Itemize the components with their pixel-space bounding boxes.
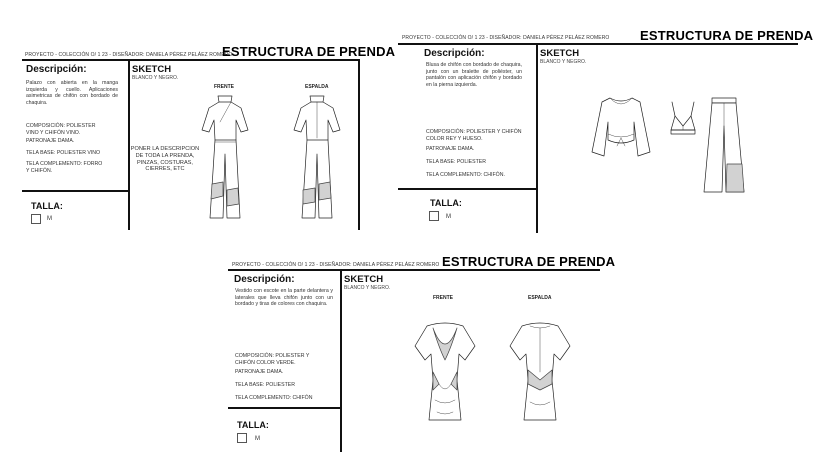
column-divider	[536, 43, 538, 233]
sketch-subtitle: BLANCO Y NEGRO.	[132, 75, 179, 81]
sheet-title: ESTRUCTURA DE PRENDA	[222, 44, 396, 59]
header-divider	[398, 43, 798, 45]
size-checkbox[interactable]	[237, 433, 247, 443]
dress-back-sketch	[508, 320, 572, 424]
garment-sheet-jumpsuit	[22, 40, 396, 230]
garment-sheet-blouse-set	[398, 28, 814, 233]
description-text: Blusa de chifón con bordado de chaquira, junto con un bralette de poliéster, un pantalón con aplicación chifón y bordado en la pierna izquierda.	[426, 62, 522, 88]
composition-text: COMPOSICIÓN: POLIESTER VINO Y CHIFÓN VINO.	[26, 123, 96, 136]
column-divider	[128, 59, 130, 230]
talla-divider	[228, 407, 341, 409]
complement-fabric-text: TELA COMPLEMENTO: FORRO Y CHIFÓN.	[26, 161, 103, 174]
jumpsuit-back-sketch	[292, 92, 342, 222]
size-checkbox[interactable]	[31, 214, 41, 224]
front-view-label: FRENTE	[214, 84, 234, 90]
description-heading: Descripción:	[26, 64, 87, 75]
base-fabric-text: TELA BASE: POLIESTER	[426, 159, 486, 165]
talla-divider	[398, 188, 537, 190]
sheet-title: ESTRUCTURA DE PRENDA	[640, 28, 814, 43]
pattern-text: PATRONAJE DAMA.	[26, 138, 75, 144]
project-line: PROYECTO - COLECCIÓN O/ 1 23 - DISEÑADOR: DANIELA PÉREZ PELÁEZ ROMERO	[232, 262, 440, 268]
size-heading: TALLA:	[237, 420, 269, 430]
project-line: PROYECTO - COLECCIÓN O/ 1 23 - DISEÑADOR: DANIELA PÉREZ PELÁEZ ROMERO	[402, 35, 610, 41]
right-border	[358, 59, 360, 230]
dress-front-sketch	[413, 320, 477, 424]
complement-fabric-text: TELA COMPLEMENTO: CHIFÓN	[235, 395, 313, 401]
description-heading: Descripción:	[234, 274, 295, 285]
front-view-label: FRENTE	[433, 295, 453, 301]
construction-note: PONER LA DESCRIPCION DE TODA LA PRENDA, PINZAS, COSTURAS, CIERRES, ETC	[130, 146, 200, 173]
description-text: Palazo con abierta en la manga izquierda y cuello. Aplicaciones asimetricas de chifón con bordado de chaquira.	[26, 80, 118, 106]
size-option-label: M	[446, 214, 451, 220]
complement-fabric-text: TELA COMPLEMENTO: CHIFÓN.	[426, 172, 505, 178]
sheet-title: ESTRUCTURA DE PRENDA	[442, 254, 616, 269]
description-heading: Descripción:	[424, 48, 485, 59]
blouse-sketch	[590, 96, 652, 166]
size-heading: TALLA:	[31, 201, 63, 211]
composition-text: COMPOSICIÓN: POLIESTER Y CHIFÓN COLOR VERDE.	[235, 353, 310, 366]
description-text: Vestido con escote en la parte delantera y laterales que lleva chifón junto con un bordado y tiras de colores con chaquira.	[235, 288, 333, 308]
size-option-label: M	[47, 216, 52, 222]
back-view-label: ESPALDA	[528, 295, 552, 301]
jumpsuit-front-sketch	[200, 92, 250, 222]
project-line: PROYECTO - COLECCIÓN O/ 1 23 - DISEÑADOR: DANIELA PÉREZ PELÁEZ ROMERO	[25, 52, 233, 58]
base-fabric-text: TELA BASE: POLIESTER	[235, 382, 295, 388]
garment-sheet-dress	[228, 252, 616, 452]
pattern-text: PATRONAJE DAMA.	[235, 369, 284, 375]
sketch-subtitle: BLANCO Y NEGRO.	[344, 285, 391, 291]
header-divider	[22, 59, 360, 61]
column-divider	[340, 269, 342, 452]
back-view-label: ESPALDA	[305, 84, 329, 90]
bralette-sketch	[666, 100, 700, 142]
base-fabric-text: TELA BASE: POLIESTER VINO	[26, 150, 101, 156]
talla-divider	[22, 190, 129, 192]
sketch-heading: SKETCH	[344, 274, 384, 285]
pattern-text: PATRONAJE DAMA.	[426, 146, 475, 152]
header-divider	[228, 269, 600, 271]
sketch-heading: SKETCH	[540, 48, 580, 59]
composition-text: COMPOSICIÓN: POLIESTER Y CHIFÓN COLOR REY Y HUESO.	[426, 129, 522, 142]
size-option-label: M	[255, 436, 260, 442]
trousers-sketch	[702, 96, 748, 198]
sketch-subtitle: BLANCO Y NEGRO.	[540, 59, 587, 65]
size-checkbox[interactable]	[429, 211, 439, 221]
sketch-heading: SKETCH	[132, 64, 172, 75]
size-heading: TALLA:	[430, 198, 462, 208]
